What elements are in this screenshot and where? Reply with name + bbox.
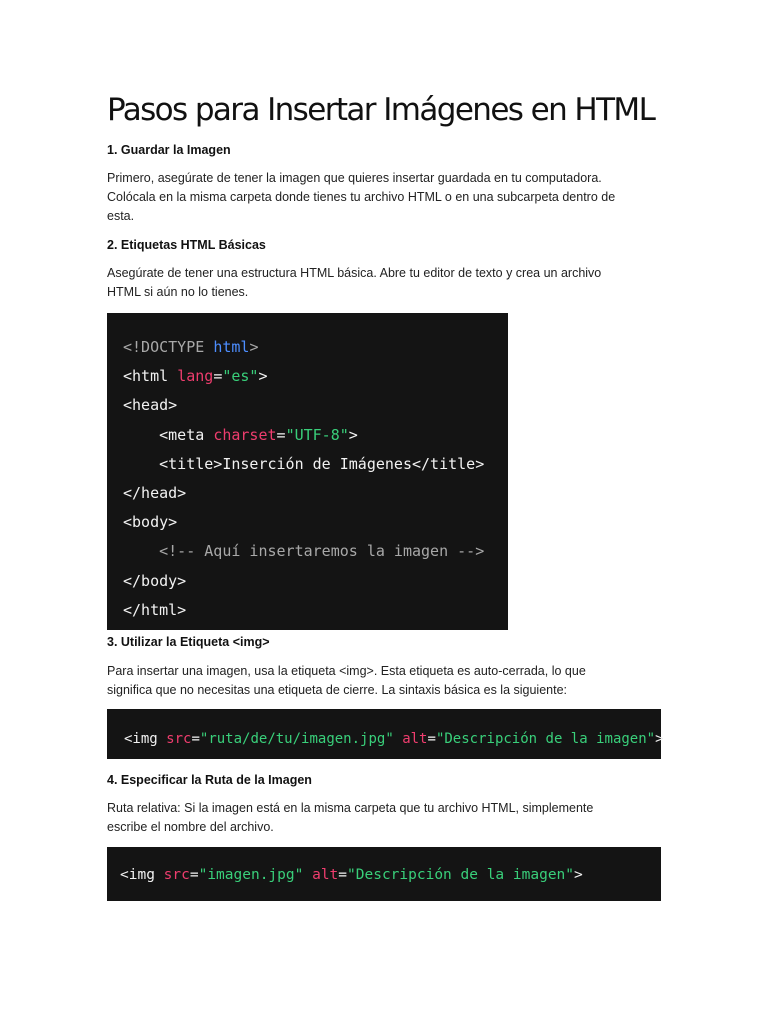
code-token: = [191, 731, 200, 747]
code-token: src [163, 867, 190, 883]
code-token: "Descripción de la imagen" [435, 731, 656, 747]
code-token: html [213, 338, 250, 356]
code-line [123, 479, 508, 508]
paragraph-line: esta. [107, 209, 135, 223]
paragraph-line: Ruta relativa: Si la imagen está en la misma carpeta que tu archivo HTML, simplemente [107, 801, 594, 815]
code-token: lang [177, 367, 214, 386]
code-line [120, 866, 661, 884]
code-line [123, 333, 508, 362]
code-token: = [276, 425, 286, 444]
code-token: "imagen.jpg" [198, 867, 304, 883]
section-3-paragraph [107, 662, 662, 700]
relative-path-code-block [107, 847, 661, 901]
code-token: "es" [222, 367, 259, 386]
paragraph-line: HTML si aún no lo tienes. [107, 285, 249, 299]
code-line [123, 596, 508, 625]
paragraph-line: escribe el nombre del archivo. [107, 820, 274, 834]
code-token [394, 731, 402, 747]
page-title: Pasos para Insertar Imágenes en HTML [107, 92, 655, 128]
section-3-heading: 3. Utilizar la Etiqueta <img> [107, 635, 270, 649]
code-token: </body> [123, 571, 187, 590]
section-4-heading: 4. Especificar la Ruta de la Imagen [107, 773, 312, 787]
code-token: > [655, 731, 664, 747]
paragraph-line: Para insertar una imagen, usa la etiqueta <img>. Esta etiqueta es auto-cerrada, lo que [107, 664, 586, 678]
section-2-paragraph [107, 264, 662, 302]
code-line [123, 391, 508, 420]
paragraph-line: Asegúrate de tener una estructura HTML básica. Abre tu editor de texto y crea un archivo [107, 266, 602, 280]
code-token: </title> [412, 454, 485, 473]
html-structure-code-block [107, 313, 508, 630]
code-token: "UTF-8" [285, 425, 349, 444]
code-token: charset [213, 425, 277, 444]
code-line [123, 362, 508, 391]
code-token: </html> [123, 600, 187, 619]
code-token: <head> [123, 396, 178, 415]
code-line [124, 730, 664, 748]
paragraph-line: Primero, asegúrate de tener la imagen que quieres insertar guardada en tu computadora. [107, 171, 602, 185]
code-token: <img [124, 731, 167, 747]
code-token: <html [123, 367, 178, 386]
code-line [123, 508, 508, 537]
code-token: <meta [159, 425, 214, 444]
code-line [123, 537, 508, 566]
code-token: </head> [123, 484, 187, 503]
code-line [123, 567, 508, 596]
code-token: <body> [123, 513, 178, 532]
code-indent [123, 426, 159, 444]
code-indent [123, 455, 159, 473]
section-4-paragraph [107, 799, 662, 837]
code-token: "Descripción de la imagen" [347, 867, 575, 883]
code-token: <!-- Aquí insertaremos la imagen --> [159, 542, 485, 561]
code-token: Inserción de Imágenes [222, 454, 412, 473]
code-token: = [189, 867, 199, 883]
paragraph-line: significa que no necesitas una etiqueta de cierre. La sintaxis básica es la siguiente: [107, 683, 568, 697]
code-token [303, 867, 312, 883]
code-token: > [348, 425, 358, 444]
code-token: <!DOCTYPE [123, 338, 214, 356]
code-token: = [338, 867, 348, 883]
code-token: > [574, 867, 583, 883]
section-1-heading: 1. Guardar la Imagen [107, 143, 231, 157]
code-line [123, 450, 508, 479]
code-token: = [427, 731, 436, 747]
section-1-paragraph [107, 169, 662, 226]
code-token: alt [402, 731, 428, 747]
img-tag-code-block [107, 709, 664, 759]
code-token: <title> [159, 454, 223, 473]
code-indent [123, 542, 159, 560]
code-token: "ruta/de/tu/imagen.jpg" [199, 731, 394, 747]
code-line [123, 421, 508, 450]
code-token: > [258, 367, 268, 386]
code-token: src [166, 731, 192, 747]
code-token: = [213, 367, 223, 386]
code-token: <img [120, 867, 164, 883]
code-token: alt [312, 867, 339, 883]
section-2-heading: 2. Etiquetas HTML Básicas [107, 238, 266, 252]
paragraph-line: Colócala en la misma carpeta donde tienes tu archivo HTML o en una subcarpeta dentro de [107, 190, 616, 204]
code-token: > [249, 338, 259, 356]
